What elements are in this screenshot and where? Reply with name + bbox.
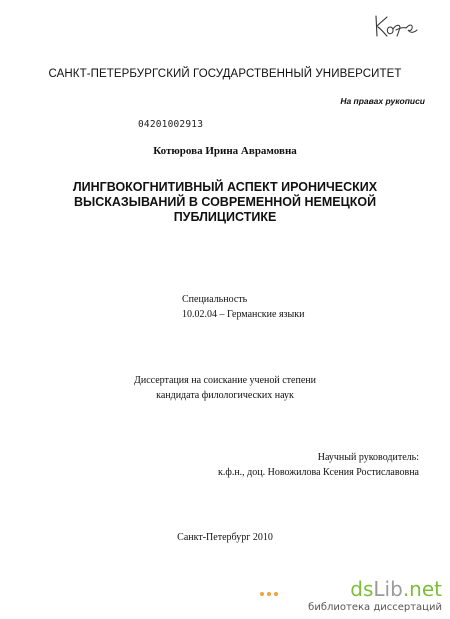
- logo-dots-icon: [260, 592, 282, 596]
- supervisor-name: к.ф.н., доц. Новожилова Ксения Ростиславовна: [217, 467, 419, 478]
- dslib-watermark[interactable]: [254, 578, 442, 616]
- logo-part-ds: ds: [350, 577, 374, 601]
- degree-block: [0, 373, 450, 403]
- watermark-tagline: библиотека диссертаций: [308, 602, 442, 613]
- author-name: Котюрова Ирина Аврамовна: [153, 145, 297, 157]
- university-name: САНКТ-ПЕТЕРБУРГСКИЙ ГОСУДАРСТВЕННЫЙ УНИВЕРСИТЕТ: [48, 68, 402, 80]
- title-line: ПУБЛИЦИСТИКЕ: [173, 210, 277, 224]
- manuscript-note: На правах рукописи: [340, 96, 425, 106]
- logo-part-lib: Lib: [373, 577, 403, 601]
- degree-line: кандидата филологических наук: [156, 390, 294, 401]
- title-line: ВЫСКАЗЫВАНИЙ В СОВРЕМЕННОЙ НЕМЕЦКОЙ: [73, 195, 377, 209]
- watermark-logo[interactable]: [350, 578, 442, 600]
- supervisor-block: [218, 450, 419, 480]
- specialty-label: Специальность: [182, 294, 248, 305]
- specialty-value: 10.02.04 – Германские языки: [182, 309, 305, 320]
- city-year: Санкт-Петербург 2010: [177, 532, 273, 543]
- logo-part-net: .net: [402, 577, 442, 601]
- dissertation-title: [40, 180, 410, 225]
- degree-line: Диссертация на соискание ученой степени: [134, 375, 316, 386]
- title-line: ЛИНГВОКОГНИТИВНЫЙ АСПЕКТ ИРОНИЧЕСКИХ: [72, 180, 378, 194]
- supervisor-label: Научный руководитель:: [317, 452, 419, 463]
- handwritten-signature: [372, 12, 420, 42]
- catalog-number: 04201002913: [138, 119, 204, 130]
- specialty-block: [182, 292, 304, 322]
